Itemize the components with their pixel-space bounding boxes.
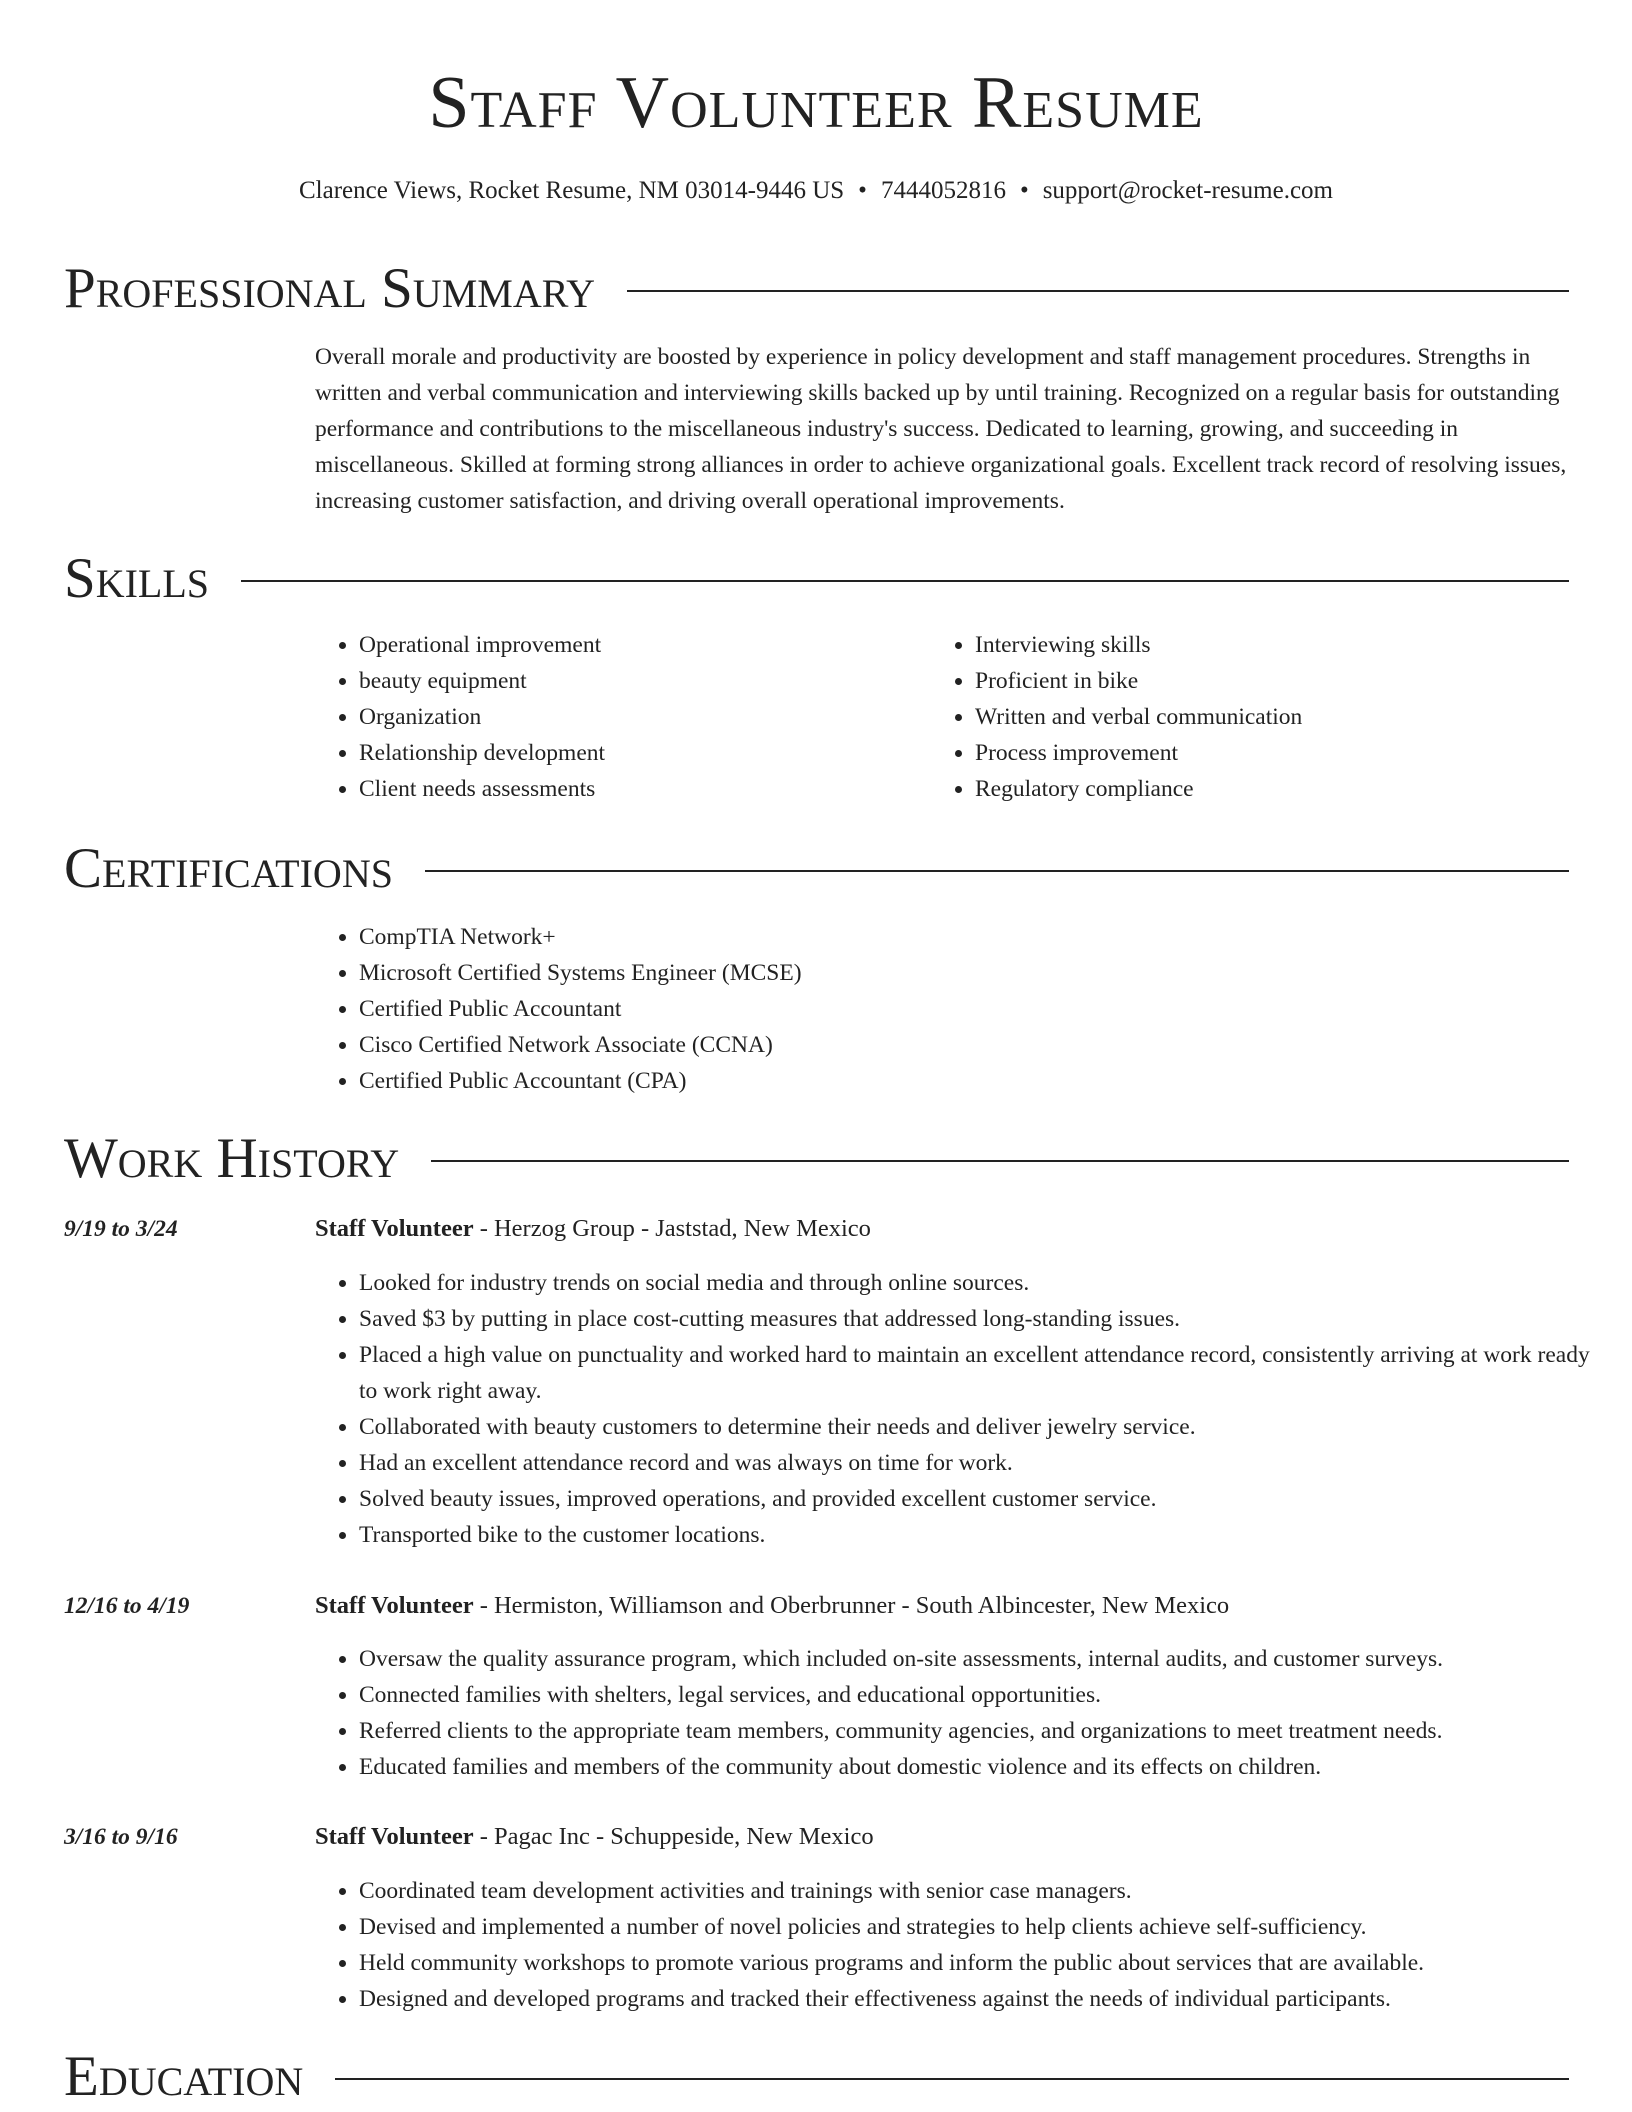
skill-item: • Regulatory compliance: [975, 771, 1595, 807]
skill-item: • Organization: [359, 699, 919, 735]
section-divider: [627, 290, 1569, 292]
job-bullet: • Designed and developed programs and tracked their effectiveness against the needs of individual participants.: [359, 1981, 1599, 2017]
job-bullet: • Looked for industry trends on social media and through online sources.: [359, 1265, 1599, 1301]
job-employer: - Herzog Group - Jaststad, New Mexico: [473, 1215, 871, 1242]
skill-item: • Client needs assessments: [359, 771, 919, 807]
skill-item: • Proficient in bike: [975, 663, 1595, 699]
job-bullet: • Had an excellent attendance record and was always on time for work.: [359, 1445, 1599, 1481]
contact-address: Clarence Views, Rocket Resume, NM 03014-9446 US: [298, 177, 845, 204]
job-dates: 3/16 to 9/16: [64, 1824, 178, 1850]
job-bullet: • Collaborated with beauty customers to determine their needs and deliver jewelry service.: [359, 1409, 1599, 1445]
job-bullets: [315, 1873, 1599, 2017]
job-heading: [315, 1819, 874, 1855]
section-heading: Certifications: [64, 837, 393, 900]
job-bullet: • Oversaw the quality assurance program, which included on-site assessments, internal audits, and customer surveys.: [359, 1641, 1599, 1677]
job-bullets: [315, 1265, 1599, 1553]
skill-item: • beauty equipment: [359, 663, 919, 699]
job-bullet: • Placed a high value on punctuality and worked hard to maintain an excellent attendance record, consistently arriving at work ready to work right away.: [359, 1337, 1599, 1409]
job-bullet: • Devised and implemented a number of novel policies and strategies to help clients achieve self-sufficiency.: [359, 1909, 1599, 1945]
job-bullet: • Coordinated team development activities and trainings with senior case managers.: [359, 1873, 1599, 1909]
section-certifications: [64, 837, 1569, 901]
certification-item: • CompTIA Network+: [359, 919, 1599, 955]
job-heading: [315, 1588, 1229, 1624]
contact-phone: 7444052816: [880, 177, 1006, 204]
contact-separator: •: [858, 177, 867, 204]
job-bullet: • Connected families with shelters, legal services, and educational opportunities.: [359, 1677, 1599, 1713]
section-divider: [431, 1160, 1569, 1162]
certification-item: • Certified Public Accountant (CPA): [359, 1063, 1599, 1099]
section-divider: [335, 2078, 1569, 2080]
section-work-history: [64, 1127, 1569, 1191]
section-heading: Work History: [64, 1127, 400, 1190]
job-heading: [315, 1211, 871, 1247]
job-bullet: • Solved beauty issues, improved operations, and provided excellent customer service.: [359, 1481, 1599, 1517]
skill-item: • Written and verbal communication: [975, 699, 1595, 735]
job-dates: 9/19 to 3/24: [64, 1216, 178, 1242]
job-bullet: • Transported bike to the customer locations.: [359, 1517, 1599, 1553]
contact-separator: •: [1019, 177, 1029, 204]
skills-list-left: [315, 627, 919, 807]
summary-text: Overall morale and productivity are boosted by experience in policy development and staff management procedures. Strengths in written and verbal communication and interviewing skills backed up by until training. Recognized on a regular basis for outstanding performance and contributions to the miscellaneous industry's success. Dedicated to learning, growing, and succeeding in miscellaneous. Skilled at forming strong alliances in order to achieve organizational goals. Excellent track record of resolving issues, increasing customer satisfaction, and driving overall operational improvements.: [315, 344, 1567, 514]
resume-title: Staff Volunteer Resume: [428, 62, 1204, 144]
job-employer: - Hermiston, Williamson and Oberbrunner - South Albincester, New Mexico: [473, 1592, 1230, 1619]
certification-item: • Certified Public Accountant: [359, 991, 1599, 1027]
certification-item: • Microsoft Certified Systems Engineer (MCSE): [359, 955, 1599, 991]
skill-item: • Interviewing skills: [975, 627, 1595, 663]
section-divider: [425, 870, 1569, 872]
contact-email: support@rocket-resume.com: [1042, 177, 1333, 204]
skills-list-right: [931, 627, 1595, 807]
section-heading: Education: [64, 2045, 304, 2108]
job-bullet: • Referred clients to the appropriate team members, community agencies, and organizations to meet treatment needs.: [359, 1713, 1599, 1749]
skill-item: • Operational improvement: [359, 627, 919, 663]
job-role: Staff Volunteer: [315, 1592, 474, 1619]
skill-item: • Relationship development: [359, 735, 919, 771]
job-bullet: • Held community workshops to promote various programs and inform the public about services that are available.: [359, 1945, 1599, 1981]
section-heading: Professional Summary: [64, 257, 596, 320]
section-divider: [241, 580, 1569, 582]
certifications-list: [315, 919, 1599, 1099]
certification-item: • Cisco Certified Network Associate (CCNA): [359, 1027, 1599, 1063]
section-skills: [64, 547, 1569, 611]
job-employer: - Pagac Inc - Schuppeside, New Mexico: [473, 1823, 874, 1850]
section-professional-summary: [64, 257, 1569, 321]
job-role: Staff Volunteer: [315, 1215, 474, 1242]
job-dates: 12/16 to 4/19: [64, 1593, 190, 1619]
job-role: Staff Volunteer: [315, 1823, 474, 1850]
job-bullets: [315, 1641, 1599, 1785]
job-bullet: • Saved $3 by putting in place cost-cutting measures that addressed long-standing issues.: [359, 1301, 1599, 1337]
section-heading: Skills: [64, 547, 210, 610]
job-bullet: • Educated families and members of the community about domestic violence and its effects on children.: [359, 1749, 1599, 1785]
contact-line: [0, 174, 1632, 208]
skill-item: • Process improvement: [975, 735, 1595, 771]
section-education: [64, 2045, 1569, 2109]
